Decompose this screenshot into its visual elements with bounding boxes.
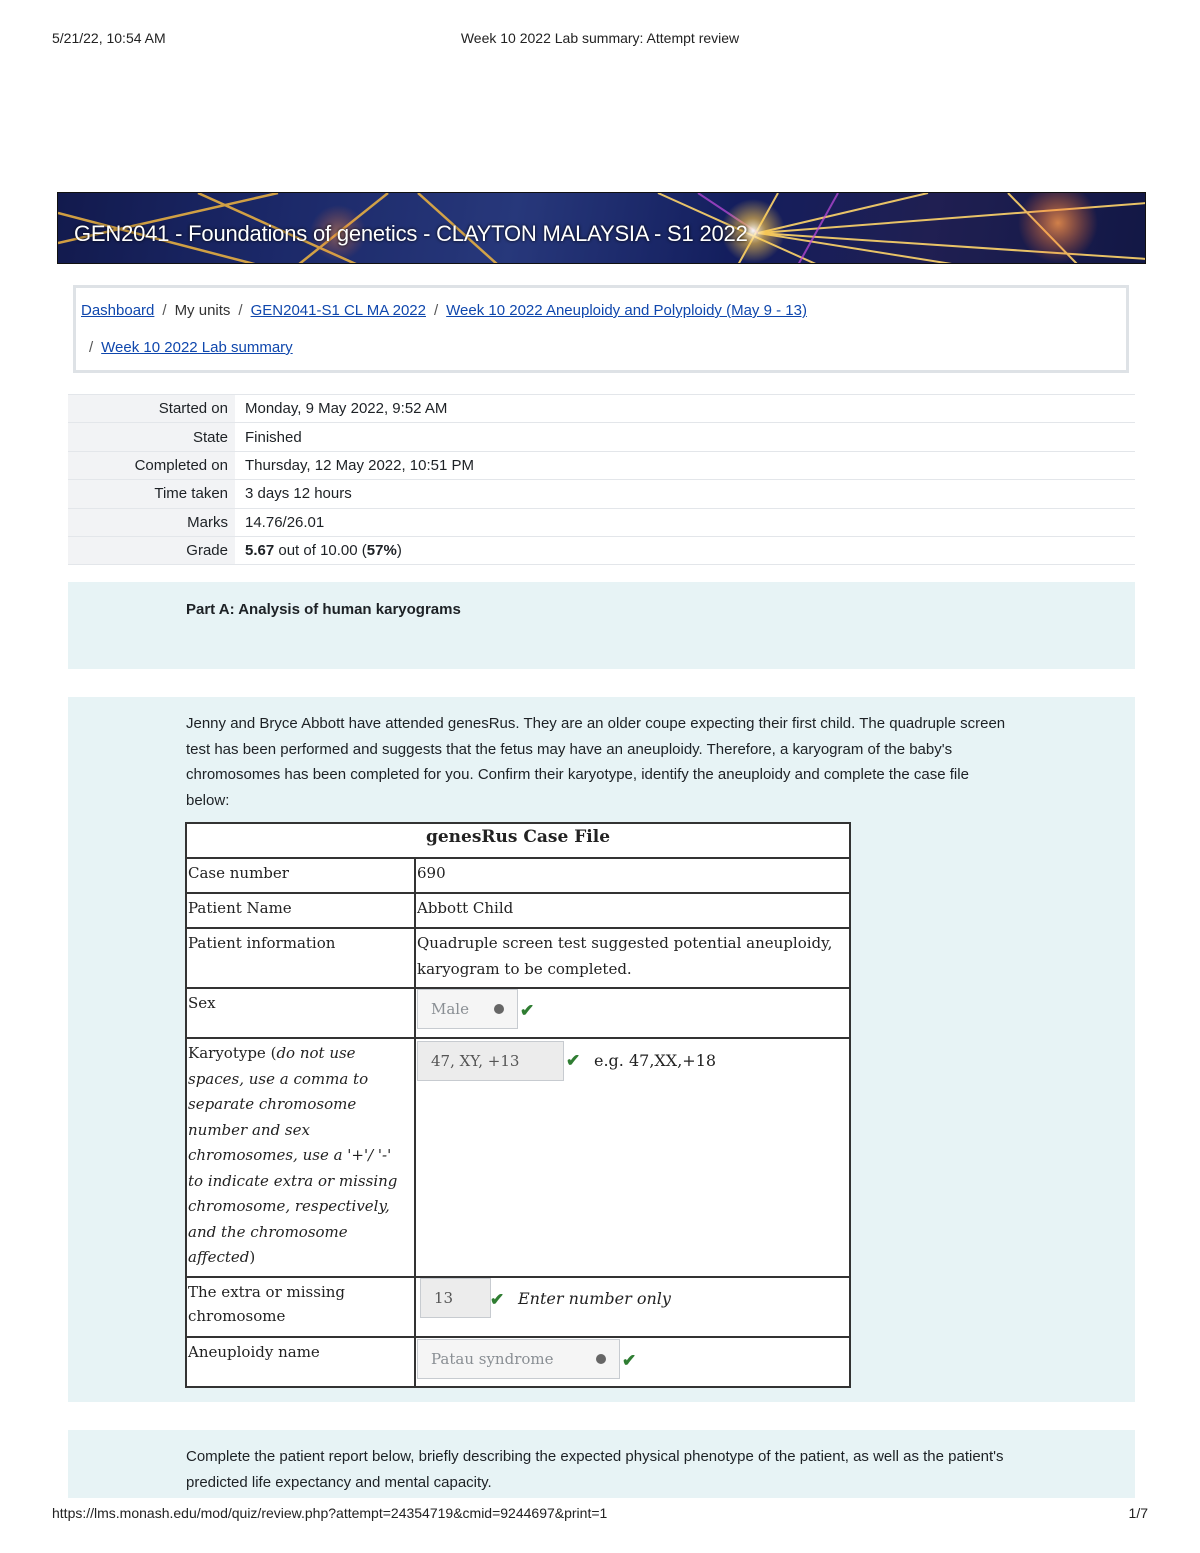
karyotype-label-close: ): [249, 1248, 256, 1266]
print-date: 5/21/22, 10:54 AM: [52, 30, 166, 46]
case-file-title: genesRus Case File: [425, 827, 611, 847]
sex-label: Sex: [187, 989, 416, 1037]
case-file-header-row: [187, 824, 849, 859]
grade-out-of: out of 10.00 (: [274, 542, 367, 560]
correct-check-icon: ✔: [520, 1001, 535, 1021]
page-url: https://lms.monash.edu/mod/quiz/review.php?attempt=24354719&cmid=9244697&print=1: [52, 1505, 608, 1521]
patient-info-value: [416, 929, 849, 987]
question-2-box: [68, 1430, 1135, 1498]
extra-chromosome-label-line: The extra or missing: [188, 1283, 346, 1301]
patient-name-row: [187, 894, 849, 929]
question-1-line: Jenny and Bryce Abbott have attended genesRus. They are an older coupe expecting their first child. The quadruple screen: [186, 715, 1006, 732]
case-number-value: 690: [417, 864, 446, 882]
karyotype-note-line: chromosomes, use a '+'/ '-': [188, 1146, 392, 1164]
summary-label: State: [68, 423, 235, 451]
summary-row-completed: [68, 451, 1135, 479]
patient-info-row: [187, 929, 849, 989]
question-1-line: below:: [186, 791, 230, 809]
extra-chromosome-hint: Enter number only: [518, 1289, 671, 1308]
summary-value: 3 days 12 hours: [245, 485, 352, 503]
summary-value: Thursday, 12 May 2022, 10:51 PM: [245, 456, 475, 474]
summary-label: Time taken: [68, 480, 235, 508]
part-a-box: [68, 582, 1135, 669]
print-footer: [52, 1505, 1148, 1525]
breadcrumb-my-units: My units: [174, 302, 231, 319]
karyotype-hint: e.g. 47,XX,+18: [594, 1051, 717, 1070]
breadcrumb: [73, 285, 1129, 373]
karyotype-note-line: spaces, use a comma to: [188, 1069, 369, 1088]
patient-name-value: Abbott Child: [417, 899, 514, 917]
correct-check-icon: ✔: [566, 1051, 581, 1071]
extra-chromosome-label-line: chromosome: [188, 1306, 286, 1325]
breadcrumb-quiz-link[interactable]: Week 10 2022 Lab summary: [101, 339, 293, 356]
aneuploidy-cell: [416, 1338, 849, 1386]
breadcrumb-separator: /: [238, 302, 243, 319]
question-2-text: [186, 1444, 1004, 1495]
karyotype-note-line: affected: [188, 1248, 250, 1266]
course-banner: [57, 192, 1146, 264]
karyotype-note-line: and the chromosome: [188, 1222, 348, 1241]
breadcrumb-row-1: [81, 302, 807, 319]
breadcrumb-dashboard-link[interactable]: Dashboard: [81, 302, 155, 319]
correct-check-icon: ✔: [490, 1290, 505, 1310]
question-1-text: [186, 711, 1005, 813]
grade-close: ): [396, 542, 402, 560]
extra-chromosome-input[interactable]: 13: [420, 1278, 491, 1318]
part-a-heading: Part A: Analysis of human karyograms: [186, 601, 461, 618]
case-number-row: [187, 859, 849, 894]
print-title: Week 10 2022 Lab summary: Attempt review: [460, 30, 740, 46]
breadcrumb-week-link[interactable]: Week 10 2022 Aneuploidy and Polyploidy (May 9 - 13): [446, 302, 807, 319]
summary-label: Marks: [68, 508, 235, 536]
karyotype-note-line: chromosome, respectively,: [188, 1197, 390, 1215]
summary-value: [235, 536, 1135, 564]
karyotype-note-line: do not use: [276, 1044, 356, 1062]
aneuploidy-label: Aneuploidy name: [187, 1338, 416, 1386]
summary-value: 14.76/26.01: [245, 513, 325, 531]
case-file-table: [185, 822, 851, 1388]
karyotype-row: [187, 1039, 849, 1278]
summary-row-time-taken: [68, 480, 1135, 508]
select-dot-icon: [494, 1004, 504, 1014]
correct-check-icon: ✔: [622, 1351, 637, 1371]
summary-label: Started on: [68, 395, 235, 423]
karyotype-input[interactable]: 47, XY, +13: [417, 1041, 564, 1081]
sex-cell: [416, 989, 849, 1037]
karyotype-note-line: to indicate extra or missing: [188, 1171, 398, 1190]
extra-chromosome-label: [187, 1278, 416, 1336]
summary-row-state: [68, 423, 1135, 451]
summary-row-marks: [68, 508, 1135, 536]
select-dot-icon: [596, 1354, 606, 1364]
karyotype-label-italic: [188, 1044, 397, 1266]
aneuploidy-select[interactable]: [417, 1339, 620, 1379]
question-1-line: chromosomes has been completed for you. Confirm their karyotype, identify the aneuploidy and complete the case file: [186, 766, 969, 783]
summary-value: Monday, 9 May 2022, 9:52 AM: [245, 400, 448, 418]
question-2-line: predicted life expectancy and mental capacity.: [186, 1473, 492, 1491]
attempt-summary-table: [68, 394, 1135, 565]
course-title: GEN2041 - Foundations of genetics - CLAYTON MALAYSIA - S1 2022: [74, 221, 748, 246]
grade-value: 5.67: [245, 542, 275, 560]
sex-select-value: Male: [431, 1000, 469, 1018]
patient-info-line: karyogram to be completed.: [417, 959, 632, 978]
print-header: [52, 30, 1148, 50]
karyotype-label: [187, 1039, 416, 1276]
breadcrumb-separator: /: [162, 302, 167, 319]
patient-name-label: Patient Name: [187, 894, 416, 927]
question-1-line: test has been performed and suggests that the fetus may have an aneuploidy. Therefore, a karyogram of the baby's: [186, 740, 953, 758]
breadcrumb-unit-link[interactable]: GEN2041-S1 CL MA 2022: [250, 302, 426, 319]
breadcrumb-separator: /: [89, 339, 94, 356]
grade-percent: 57%: [366, 542, 397, 560]
summary-value: Finished: [245, 428, 302, 446]
patient-info-label: Patient information: [187, 929, 416, 987]
summary-label: Completed on: [68, 451, 235, 479]
sex-select[interactable]: [417, 989, 518, 1029]
karyotype-cell: [416, 1039, 849, 1276]
patient-info-line: Quadruple screen test suggested potential aneuploidy,: [417, 934, 833, 952]
karyotype-note-line: number and sex: [188, 1120, 310, 1139]
aneuploidy-row: [187, 1338, 849, 1386]
extra-chromosome-row: [187, 1278, 849, 1338]
summary-row-started: [68, 395, 1135, 423]
breadcrumb-row-2: [89, 339, 293, 356]
question-2-line: Complete the patient report below, briefly describing the expected physical phenotype of the patient, as well as the patient's: [186, 1448, 1004, 1465]
karyotype-label-text: Karyotype (: [188, 1044, 277, 1062]
sex-row: [187, 989, 849, 1039]
karyotype-note-line: separate chromosome: [188, 1095, 357, 1113]
summary-label: Grade: [68, 536, 235, 564]
aneuploidy-select-value: Patau syndrome: [431, 1350, 554, 1368]
breadcrumb-separator: /: [433, 302, 439, 319]
summary-row-grade: [68, 536, 1135, 564]
extra-chromosome-cell: [416, 1278, 849, 1336]
case-number-label: Case number: [187, 859, 416, 892]
page-number: 1/7: [1128, 1505, 1148, 1521]
